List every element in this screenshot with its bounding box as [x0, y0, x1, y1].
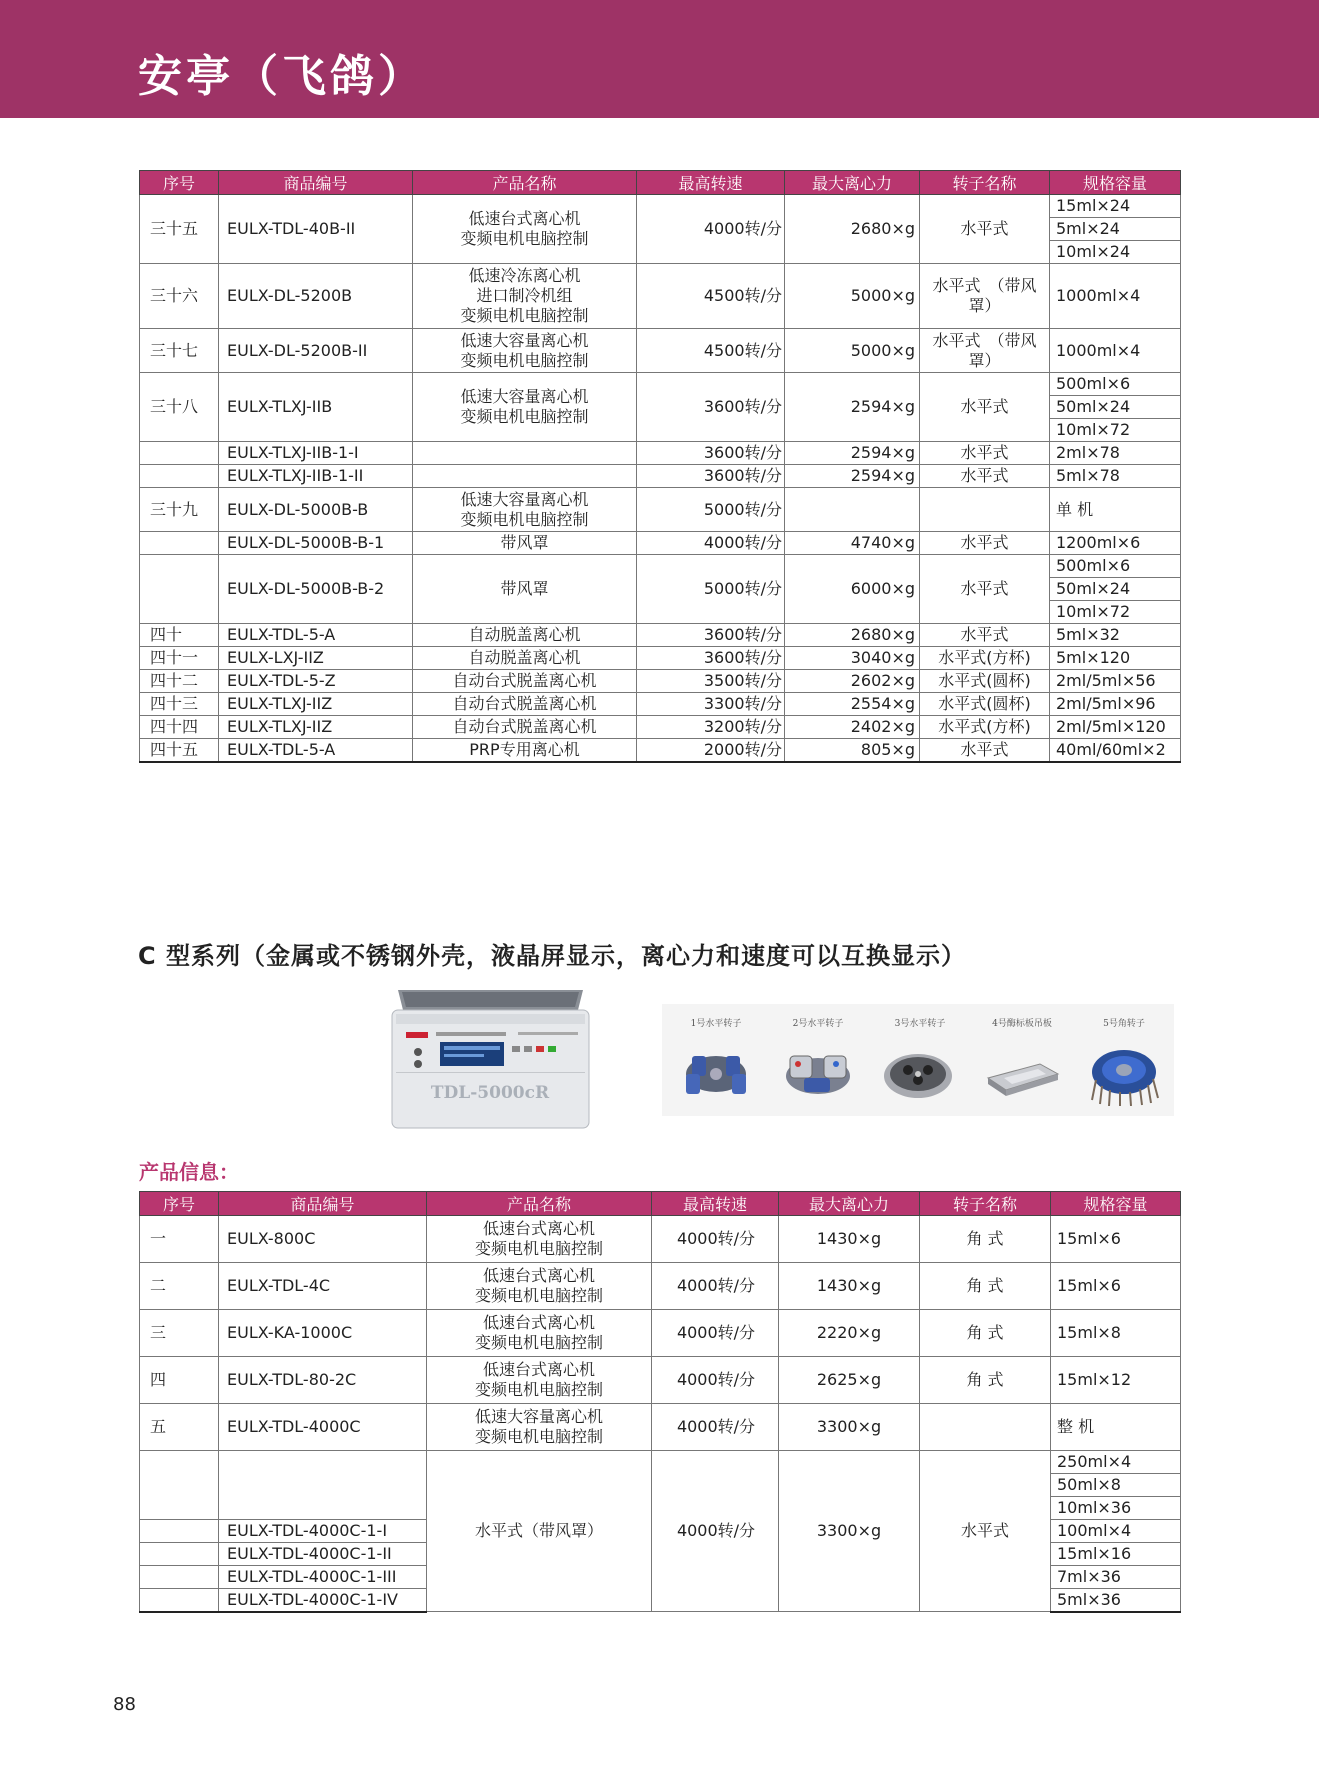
- cell-product-name: 水平式（带风罩）: [427, 1451, 652, 1612]
- cell-product-name: [413, 670, 637, 693]
- column-header: 商品编号: [219, 171, 413, 195]
- cell-max-force: 2602×g: [785, 670, 920, 693]
- cell-max-force: 1430×g: [779, 1216, 920, 1263]
- machine-model-label: TDL-5000cR: [430, 1083, 550, 1103]
- cell-capacity: 15ml×12: [1051, 1357, 1181, 1404]
- cell-serial: 四十三: [140, 693, 219, 716]
- cell-code: EULX-TDL-40B-II: [219, 195, 413, 264]
- table-body: [140, 1216, 1181, 1612]
- cell-capacity: 5ml×32: [1050, 624, 1181, 647]
- cell-max-speed: 4500转/分: [637, 329, 785, 373]
- cell-max-force: 2680×g: [785, 195, 920, 264]
- cell-max-force: 2594×g: [785, 442, 920, 465]
- cell-max-force: 3040×g: [785, 647, 920, 670]
- cell-code: EULX-TLXJ-IIB: [219, 373, 413, 442]
- cell-product-name: [413, 693, 637, 716]
- cell-code: EULX-LXJ-IIZ: [219, 647, 413, 670]
- cell-capacity: 2ml/5ml×120: [1050, 716, 1181, 739]
- table-row: [140, 739, 1181, 762]
- cell-rotor: 水平式(方杯): [920, 647, 1050, 670]
- cell-capacity: 10ml×24: [1050, 241, 1181, 264]
- cell-max-speed: 3300转/分: [637, 693, 785, 716]
- cell-product-name: [413, 532, 637, 555]
- cell-max-speed: 4500转/分: [637, 264, 785, 329]
- table-header-row: [140, 171, 1181, 195]
- cell-product-name-line: 变频电机电脑控制: [460, 229, 589, 248]
- cell-product-name-line: 进口制冷机组: [476, 286, 573, 305]
- cell-product-name-line: 变频电机电脑控制: [474, 1333, 603, 1352]
- cell-rotor: 水平式: [920, 195, 1050, 264]
- cell-product-name: [413, 465, 637, 488]
- cell-max-force: 2220×g: [779, 1310, 920, 1357]
- product-table-1: [139, 170, 1181, 763]
- cell-max-force: 2402×g: [785, 716, 920, 739]
- cell-max-force: 3300×g: [779, 1404, 920, 1451]
- cell-max-speed: 4000转/分: [652, 1263, 779, 1310]
- cell-serial: 一: [140, 1216, 219, 1263]
- cell-rotor: 水平式: [920, 532, 1050, 555]
- cell-code: EULX-TDL-4C: [219, 1263, 427, 1310]
- cell-rotor: 水平式: [920, 465, 1050, 488]
- cell-product-name-line: 低速冷冻离心机: [468, 266, 581, 285]
- table-row: [140, 532, 1181, 555]
- column-header: 转子名称: [920, 171, 1050, 195]
- cell-serial: 五: [140, 1404, 219, 1451]
- cell-serial: 四十五: [140, 739, 219, 762]
- cell-serial: [140, 1451, 219, 1520]
- column-header: 规格容量: [1050, 171, 1181, 195]
- cell-code: EULX-800C: [219, 1216, 427, 1263]
- cell-rotor: 角 式: [920, 1357, 1051, 1404]
- cell-max-force: 6000×g: [785, 555, 920, 624]
- cell-capacity: 2ml/5ml×56: [1050, 670, 1181, 693]
- table-row: [140, 624, 1181, 647]
- cell-product-name: [413, 264, 637, 329]
- cell-product-name-line: 变频电机电脑控制: [460, 306, 589, 325]
- cell-serial: 四十二: [140, 670, 219, 693]
- cell-capacity: 1000ml×4: [1050, 329, 1181, 373]
- cell-code: EULX-TLXJ-IIZ: [219, 693, 413, 716]
- cell-product-name: [427, 1263, 652, 1310]
- table-body: [140, 195, 1181, 762]
- cell-capacity: 50ml×24: [1050, 578, 1181, 601]
- cell-rotor: 水平式(圆杯): [920, 670, 1050, 693]
- cell-product-name-line: 低速台式离心机: [482, 1266, 595, 1285]
- cell-capacity: 2ml×78: [1050, 442, 1181, 465]
- cell-max-force: 1430×g: [779, 1263, 920, 1310]
- rotor-3: [870, 1004, 970, 1116]
- cell-rotor: [920, 329, 1050, 373]
- cell-capacity: 5ml×120: [1050, 647, 1181, 670]
- rotor-caption: 5号角转子: [1103, 1019, 1145, 1029]
- cell-max-speed: 2000转/分: [637, 739, 785, 762]
- cell-rotor: [920, 264, 1050, 329]
- cell-serial: 三十九: [140, 488, 219, 532]
- cell-rotor: [920, 1404, 1051, 1451]
- cell-code: [219, 1451, 427, 1520]
- column-header: 转子名称: [920, 1192, 1051, 1216]
- cell-max-force: 5000×g: [785, 329, 920, 373]
- cell-product-name: [427, 1310, 652, 1357]
- cell-max-speed: 4000转/分: [652, 1451, 779, 1612]
- column-header: 商品编号: [219, 1192, 427, 1216]
- cell-capacity: 5ml×36: [1051, 1589, 1181, 1612]
- cell-rotor: [920, 488, 1050, 532]
- cell-capacity: 10ml×36: [1051, 1497, 1181, 1520]
- cell-max-force: 805×g: [785, 739, 920, 762]
- cell-max-force: 2625×g: [779, 1357, 920, 1404]
- cell-product-name-line: 低速台式离心机: [482, 1313, 595, 1332]
- cell-rotor: 水平式: [920, 739, 1050, 762]
- cell-max-speed: 4000转/分: [652, 1404, 779, 1451]
- cell-max-speed: 3600转/分: [637, 647, 785, 670]
- cell-capacity: 15ml×6: [1051, 1216, 1181, 1263]
- cell-max-force: 4740×g: [785, 532, 920, 555]
- cell-capacity: 5ml×24: [1050, 218, 1181, 241]
- table-row: [140, 693, 1181, 716]
- table-row: [140, 373, 1181, 396]
- header-banner: [0, 0, 1319, 118]
- cell-product-name: [427, 1216, 652, 1263]
- cell-code: EULX-TDL-4000C-1-IV: [219, 1589, 427, 1612]
- cell-max-speed: 4000转/分: [652, 1216, 779, 1263]
- cell-capacity: 10ml×72: [1050, 419, 1181, 442]
- cell-serial: 三十八: [140, 373, 219, 442]
- cell-serial: [140, 442, 219, 465]
- table-header-row: [140, 1192, 1181, 1216]
- cell-max-speed: 5000转/分: [637, 555, 785, 624]
- cell-product-name-line: 变频电机电脑控制: [474, 1380, 603, 1399]
- rotor-5: [1074, 1004, 1174, 1116]
- cell-serial: [140, 555, 219, 624]
- cell-code: EULX-DL-5000B-B-1: [219, 532, 413, 555]
- cell-product-name-line: 自动脱盖离心机: [468, 625, 581, 644]
- cell-capacity: 100ml×4: [1051, 1520, 1181, 1543]
- cell-code: EULX-TLXJ-IIB-1-I: [219, 442, 413, 465]
- cell-code: EULX-TLXJ-IIB-1-II: [219, 465, 413, 488]
- rotor-4: [972, 1004, 1072, 1116]
- cell-serial: 四十: [140, 624, 219, 647]
- cell-capacity: 2ml/5ml×96: [1050, 693, 1181, 716]
- cell-capacity: 250ml×4: [1051, 1451, 1181, 1474]
- cell-product-name-line: 自动台式脱盖离心机: [452, 694, 597, 713]
- cell-capacity: 单 机: [1050, 488, 1181, 532]
- cell-max-speed: 3200转/分: [637, 716, 785, 739]
- cell-product-name-line: 变频电机电脑控制: [474, 1239, 603, 1258]
- cell-max-speed: 5000转/分: [637, 488, 785, 532]
- cell-rotor: 水平式(圆杯): [920, 693, 1050, 716]
- cell-max-force: 2594×g: [785, 465, 920, 488]
- cell-product-name: [427, 1357, 652, 1404]
- cell-capacity: 15ml×16: [1051, 1543, 1181, 1566]
- table-row: [140, 264, 1181, 329]
- plate-carrier-icon: [980, 1034, 1064, 1106]
- cell-max-speed: 3600转/分: [637, 373, 785, 442]
- cell-product-name: [413, 488, 637, 532]
- cell-serial: 三: [140, 1310, 219, 1357]
- cell-code: EULX-TDL-5-A: [219, 739, 413, 762]
- rotor-2: [768, 1004, 868, 1116]
- cell-max-force: 5000×g: [785, 264, 920, 329]
- cell-product-name-line: 低速台式离心机: [482, 1219, 595, 1238]
- cell-product-name-line: 带风罩: [500, 579, 549, 598]
- column-header: 产品名称: [427, 1192, 652, 1216]
- rotor-caption: 2号水平转子: [792, 1019, 844, 1029]
- cell-rotor: 水平式(方杯): [920, 716, 1050, 739]
- cell-serial: 四十一: [140, 647, 219, 670]
- cell-capacity: 500ml×6: [1050, 373, 1181, 396]
- product-table-2: [139, 1191, 1181, 1613]
- table-row: [140, 1263, 1181, 1310]
- cell-code: EULX-TDL-80-2C: [219, 1357, 427, 1404]
- cell-max-speed: 4000转/分: [637, 532, 785, 555]
- cell-product-name: [413, 647, 637, 670]
- cell-product-name-line: 低速台式离心机: [468, 209, 581, 228]
- table-row: [140, 1216, 1181, 1263]
- table-row: [140, 716, 1181, 739]
- cell-product-name-line: 自动脱盖离心机: [468, 648, 581, 667]
- column-header: 产品名称: [413, 171, 637, 195]
- cell-product-name-line: 变频电机电脑控制: [460, 407, 589, 426]
- cell-max-force: 2554×g: [785, 693, 920, 716]
- cell-rotor: 角 式: [920, 1310, 1051, 1357]
- table-row: [140, 195, 1181, 218]
- cell-max-speed: 4000转/分: [652, 1310, 779, 1357]
- swing-rotor-1-icon: [674, 1034, 758, 1106]
- cell-capacity: 500ml×6: [1050, 555, 1181, 578]
- cell-rotor: 角 式: [920, 1263, 1051, 1310]
- cell-max-speed: 3600转/分: [637, 465, 785, 488]
- cell-rotor-line: 水平式 （带风: [932, 276, 1037, 295]
- cell-product-name-line: 低速大容量离心机: [460, 330, 589, 350]
- table-row: [140, 647, 1181, 670]
- cell-max-speed: 4000转/分: [652, 1357, 779, 1404]
- cell-rotor: 水平式: [920, 555, 1050, 624]
- cell-max-force: 3300×g: [779, 1451, 920, 1612]
- cell-product-name-line: 变频电机电脑控制: [460, 350, 589, 370]
- table-row: [140, 1451, 1181, 1474]
- cell-product-name: [413, 329, 637, 373]
- cell-product-name-line: 低速大容量离心机: [460, 489, 589, 509]
- cell-code: EULX-KA-1000C: [219, 1310, 427, 1357]
- cell-max-force: 2594×g: [785, 373, 920, 442]
- cell-max-speed: 3500转/分: [637, 670, 785, 693]
- cell-serial: 二: [140, 1263, 219, 1310]
- cell-code: EULX-TDL-4000C: [219, 1404, 427, 1451]
- column-header: 序号: [140, 1192, 219, 1216]
- swing-rotor-3-icon: [878, 1034, 962, 1106]
- cell-max-force: 2680×g: [785, 624, 920, 647]
- rotor-caption: 3号水平转子: [894, 1019, 946, 1029]
- cell-product-name: [413, 442, 637, 465]
- rotor-caption: 4号酶标板吊板: [992, 1019, 1052, 1029]
- table-row: [140, 329, 1181, 373]
- cell-rotor: 水平式: [920, 1451, 1051, 1612]
- cell-max-force: [785, 488, 920, 532]
- cell-capacity: 10ml×72: [1050, 601, 1181, 624]
- cell-product-name-line: 低速大容量离心机: [474, 1407, 603, 1426]
- cell-code: EULX-DL-5000B-B-2: [219, 555, 413, 624]
- cell-rotor: 水平式: [920, 373, 1050, 442]
- page-title: 安亭（飞鸽）: [138, 51, 426, 102]
- cell-rotor: 角 式: [920, 1216, 1051, 1263]
- rotor-1: [666, 1004, 766, 1116]
- cell-serial: 四十四: [140, 716, 219, 739]
- cell-product-name-line: 低速大容量离心机: [460, 387, 589, 406]
- column-header: 最高转速: [652, 1192, 779, 1216]
- cell-rotor: 水平式: [920, 624, 1050, 647]
- cell-product-name: [413, 624, 637, 647]
- cell-capacity: 50ml×8: [1051, 1474, 1181, 1497]
- cell-product-name: [413, 373, 637, 442]
- cell-code: EULX-TDL-4000C-1-II: [219, 1543, 427, 1566]
- cell-rotor-line: 罩）: [968, 296, 1001, 315]
- table-row: [140, 1404, 1181, 1451]
- cell-max-speed: 3600转/分: [637, 442, 785, 465]
- rotor-caption: 1号水平转子: [690, 1019, 742, 1029]
- cell-code: EULX-DL-5200B: [219, 264, 413, 329]
- cell-max-speed: 3600转/分: [637, 624, 785, 647]
- cell-serial: 三十六: [140, 264, 219, 329]
- table-row: [140, 488, 1181, 532]
- cell-product-name: [413, 716, 637, 739]
- table-row: [140, 670, 1181, 693]
- column-header: 规格容量: [1051, 1192, 1181, 1216]
- cell-capacity: 7ml×36: [1051, 1566, 1181, 1589]
- cell-rotor-line: 水平式 （带风: [932, 330, 1037, 350]
- cell-product-name-line: 低速台式离心机: [482, 1360, 595, 1379]
- swing-rotor-2-icon: [776, 1034, 860, 1106]
- cell-serial: [140, 1589, 219, 1612]
- column-header: 最大离心力: [785, 171, 920, 195]
- product-info-title: 产品信息：: [139, 1160, 239, 1184]
- table-row: [140, 465, 1181, 488]
- cell-serial: [140, 465, 219, 488]
- rotor-image-strip: [662, 1004, 1174, 1116]
- page-number: 88: [113, 1694, 136, 1715]
- cell-product-name: [413, 195, 637, 264]
- table-row: [140, 442, 1181, 465]
- cell-code: EULX-DL-5000B-B: [219, 488, 413, 532]
- table-row: [140, 1357, 1181, 1404]
- cell-serial: [140, 532, 219, 555]
- cell-code: EULX-TDL-4000C-1-I: [219, 1520, 427, 1543]
- column-header: 最高转速: [637, 171, 785, 195]
- cell-product-name-line: 自动台式脱盖离心机: [452, 717, 597, 736]
- cell-code: EULX-DL-5200B-II: [219, 329, 413, 373]
- cell-serial: 三十七: [140, 329, 219, 373]
- cell-code: EULX-TDL-4000C-1-III: [219, 1566, 427, 1589]
- cell-code: EULX-TDL-5-A: [219, 624, 413, 647]
- cell-serial: [140, 1566, 219, 1589]
- table-row: [140, 1310, 1181, 1357]
- cell-code: EULX-TLXJ-IIZ: [219, 716, 413, 739]
- cell-product-name: [427, 1404, 652, 1451]
- cell-product-name-line: 变频电机电脑控制: [474, 1286, 603, 1305]
- cell-capacity: 15ml×6: [1051, 1263, 1181, 1310]
- cell-serial: 三十五: [140, 195, 219, 264]
- cell-max-speed: 4000转/分: [637, 195, 785, 264]
- cell-capacity: 50ml×24: [1050, 396, 1181, 419]
- cell-capacity: 15ml×8: [1051, 1310, 1181, 1357]
- table-row: [140, 555, 1181, 578]
- cell-code: EULX-TDL-5-Z: [219, 670, 413, 693]
- cell-capacity: 1000ml×4: [1050, 264, 1181, 329]
- cell-product-name-line: 自动台式脱盖离心机: [452, 671, 597, 690]
- cell-capacity: 40ml/60ml×2: [1050, 739, 1181, 762]
- column-header: 序号: [140, 171, 219, 195]
- cell-product-name: [413, 739, 637, 762]
- cell-product-name-line: 变频电机电脑控制: [474, 1427, 603, 1446]
- centrifuge-machine-photo: [388, 980, 593, 1133]
- column-header: 最大离心力: [779, 1192, 920, 1216]
- cell-serial: [140, 1520, 219, 1543]
- cell-product-name-line: 带风罩: [500, 533, 549, 552]
- cell-serial: [140, 1543, 219, 1566]
- cell-capacity: 整 机: [1051, 1404, 1181, 1451]
- cell-product-name-line: PRP专用离心机: [469, 739, 580, 759]
- cell-product-name-line: 变频电机电脑控制: [460, 509, 589, 529]
- angle-rotor-icon: [1082, 1034, 1166, 1106]
- cell-capacity: 15ml×24: [1050, 195, 1181, 218]
- cell-rotor-line: 罩）: [968, 350, 1001, 370]
- cell-product-name: [413, 555, 637, 624]
- cell-rotor: 水平式: [920, 442, 1050, 465]
- cell-capacity: 1200ml×6: [1050, 532, 1181, 555]
- cell-capacity: 5ml×78: [1050, 465, 1181, 488]
- cell-serial: 四: [140, 1357, 219, 1404]
- series-title: C 型系列（金属或不锈钢外壳，液晶屏显示，离心力和速度可以互换显示）: [138, 942, 966, 970]
